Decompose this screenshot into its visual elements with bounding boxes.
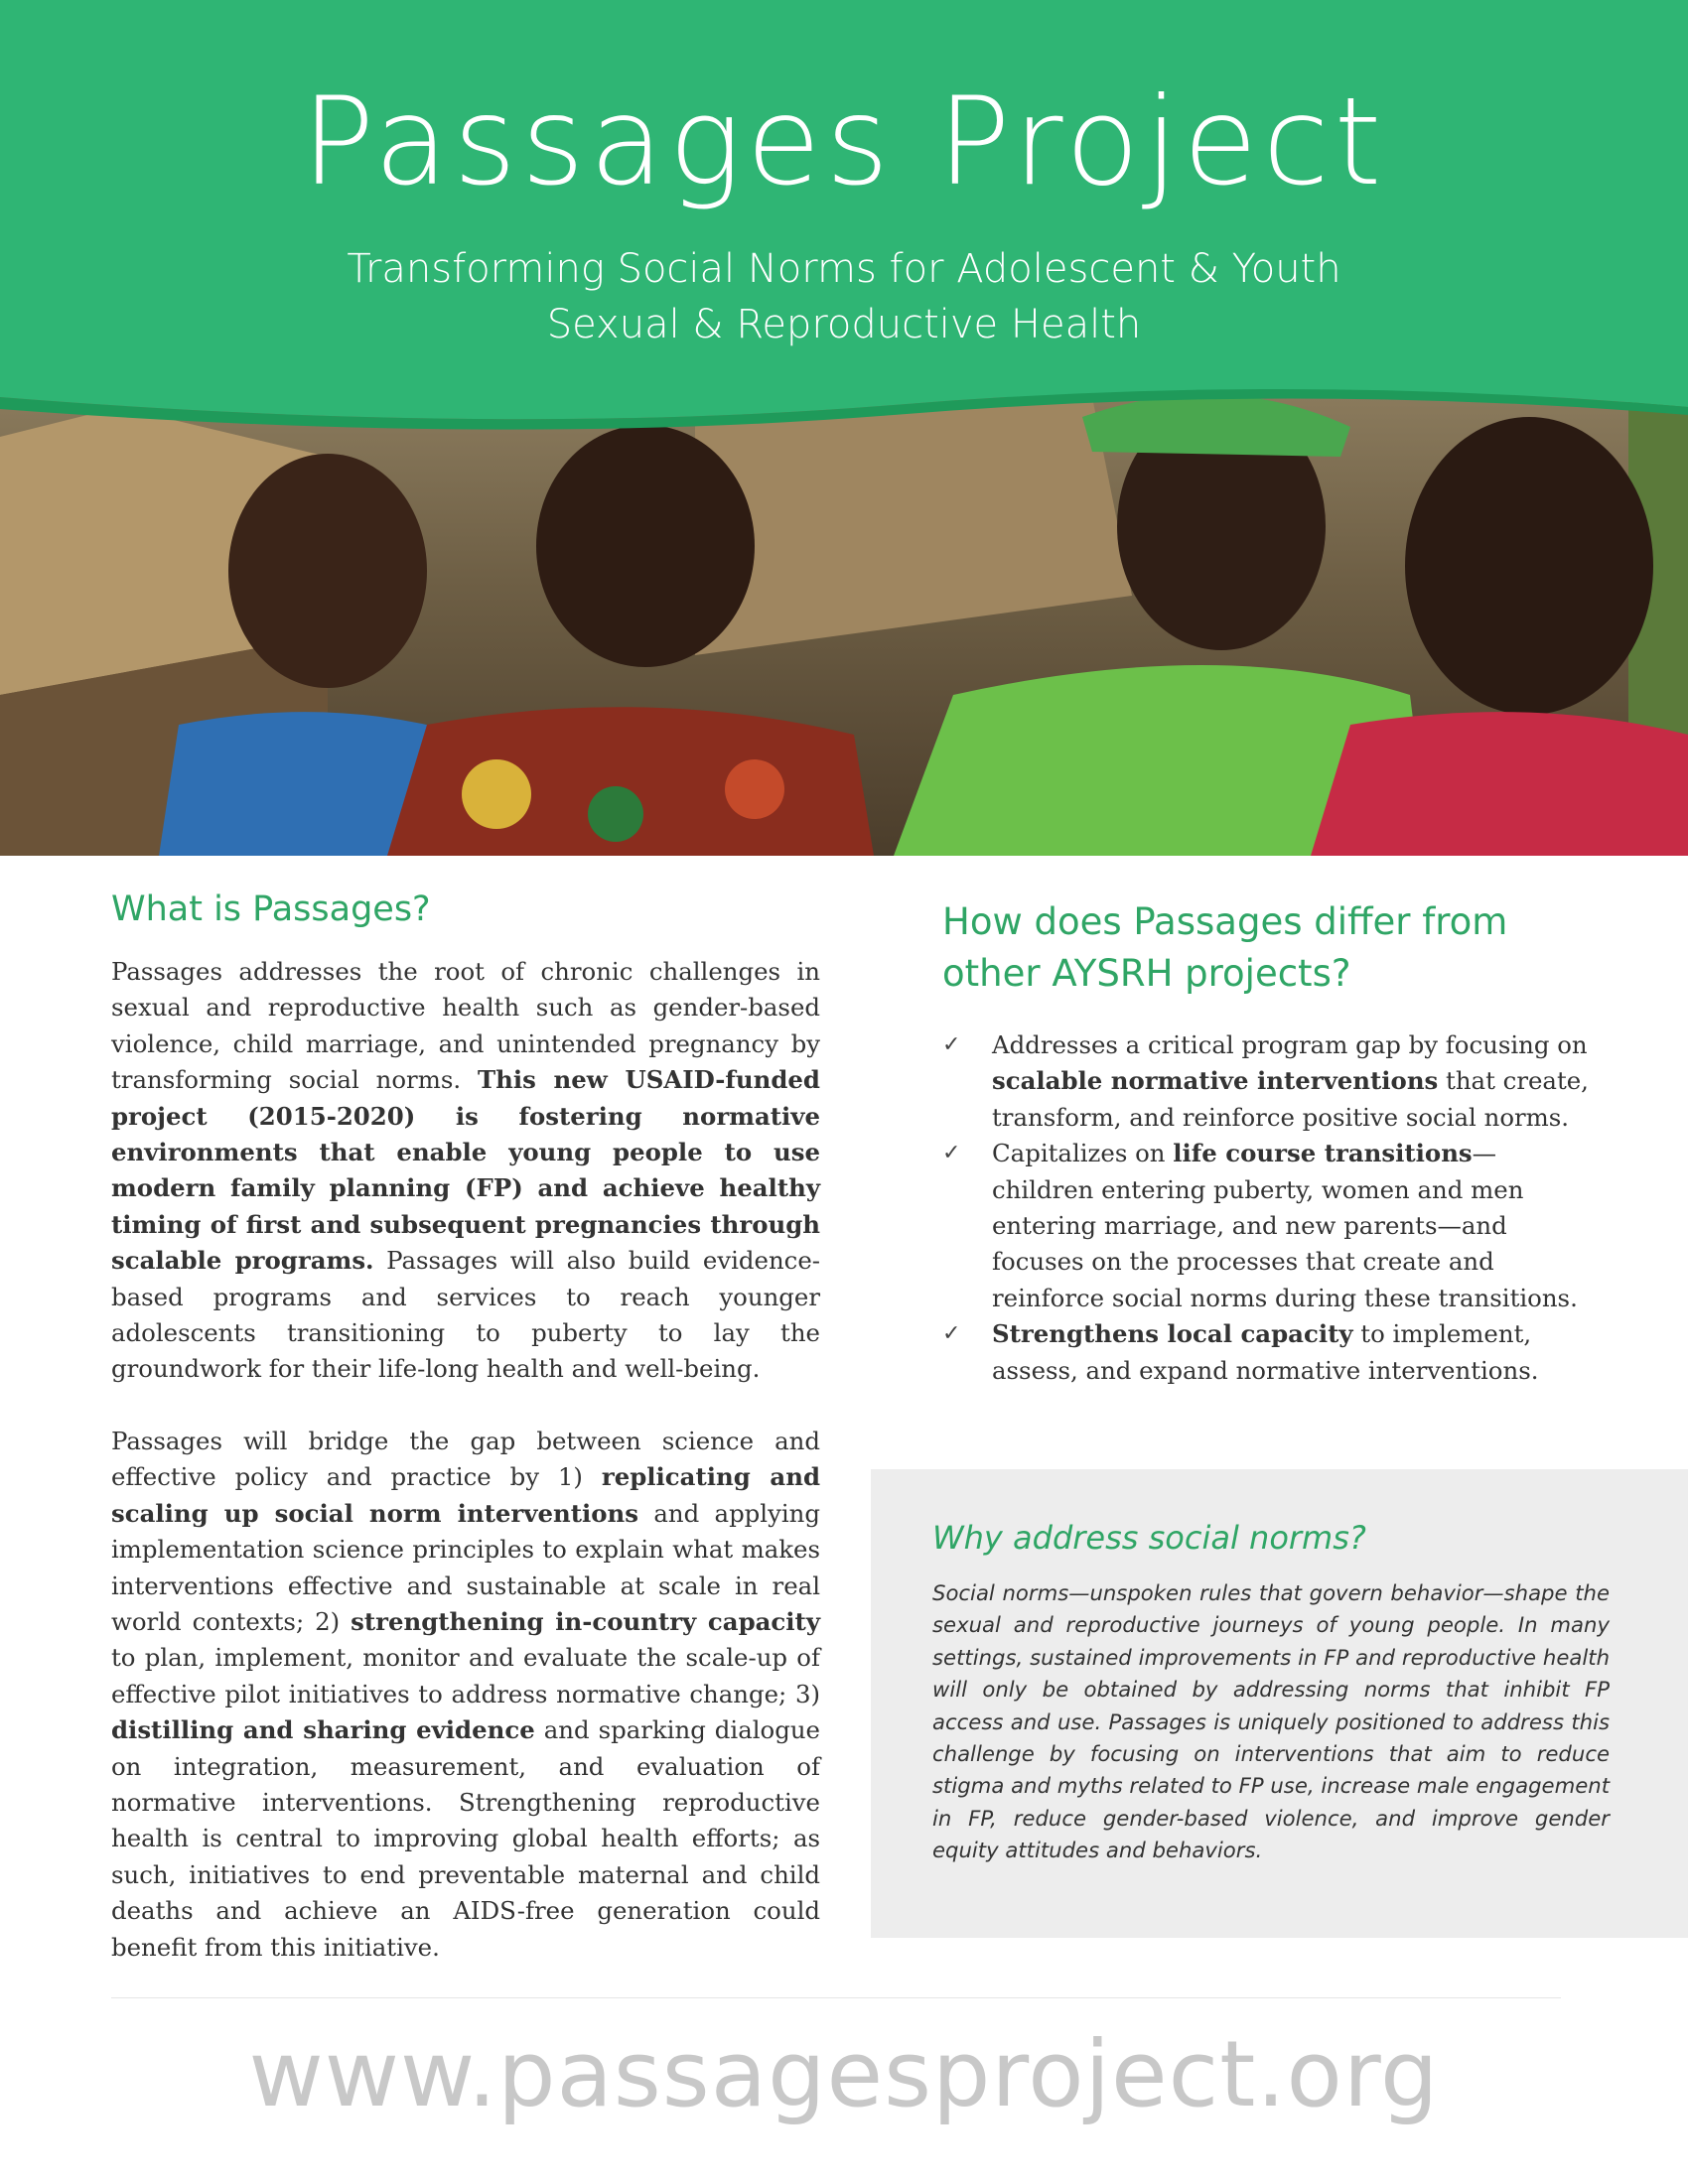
what-is-passages-heading: What is Passages? <box>111 889 431 929</box>
why-social-norms-body: Social norms—unspoken rules that govern behavior—shape the sexual and reproductive journeys of young people. In many settings, sustained improvements in FP and reproductive health will only be obtained by addressing norms that inhibit FP access and use. Passages is uniquely positioned to address this challenge by focusing on interventions that aim to reduce stigma and myths related to FP use, increase male engagement in FP, reduce gender-based violence, and improve gender equity attitudes and behaviors. <box>932 1580 1610 1863</box>
what-p2-bold-f: distilling and sharing evidence <box>111 1715 535 1745</box>
what-p2-bold-b: replicating and scaling up social norm interventions <box>111 1462 820 1528</box>
what-p1-text-a: Passages addresses the root of chronic challenges in sexual and reproductive health such as gender-based violence, child marriage, and unintended pregnancy by transforming social norms. <box>111 957 820 1095</box>
header-banner <box>0 0 1688 427</box>
what-p1-bold: This new USAID-funded project (2015-2020) is fostering normative environments that enable young people to use modern family planning (FP) and achieve healthy timing of first and subsequent pregnancies through scalable programs. <box>111 1065 820 1276</box>
differ-list <box>942 1027 1598 1389</box>
banner-wave <box>0 377 1688 447</box>
item-bold: scalable normative interventions <box>992 1066 1439 1096</box>
list-item <box>942 1027 1598 1136</box>
what-p2-text-g: and sparking dialogue on integration, measurement, and evaluation of normative interventions. Strengthening reproductive health is central to improving global health efforts; as such, initiatives to end preventable maternal and child deaths and achieve an AIDS-free generation could benefit from this initiative. <box>111 1715 820 1962</box>
subtitle-line-2: Sexual & Reproductive Health <box>546 302 1142 347</box>
what-p2-bold-d: strengthening in-country capacity <box>351 1606 820 1636</box>
what-is-passages-section <box>111 887 820 1966</box>
check-icon: ✓ <box>942 1321 961 1347</box>
what-p2-text-e: to plan, implement, monitor and evaluate the scale-up of effective pilot initiatives to address normative change; 3) <box>111 1643 820 1708</box>
item-bold: life course transitions <box>1173 1139 1473 1168</box>
group-photo-image <box>0 397 1688 856</box>
item-text-c: —children entering puberty, women and men entering marriage, and new parents—and focuses on the processes that create and reinforce social norms during these transitions. <box>992 1139 1578 1312</box>
what-paragraph-2 <box>111 1424 820 1966</box>
item-text-a: Capitalizes on <box>992 1139 1174 1168</box>
page-title: Passages Project <box>301 71 1387 212</box>
list-item <box>942 1316 1598 1389</box>
photo-illustration <box>0 397 1688 856</box>
why-social-norms-heading: Why address social norms? <box>932 1519 1366 1557</box>
footer-url[interactable]: www.passagesproject.org <box>248 2021 1440 2127</box>
what-p2-text-c: and applying implementation science principles to explain what makes interventions effective and sustainable at scale in real world contexts; 2) <box>111 1498 820 1636</box>
subtitle-line-1: Transforming Social Norms for Adolescent & Youth <box>347 246 1341 292</box>
what-paragraph-1 <box>111 954 820 1388</box>
why-social-norms-box <box>871 1469 1688 1938</box>
list-item <box>942 1136 1598 1316</box>
item-text-c: to implement, assess, and expand normative interventions. <box>992 1319 1539 1385</box>
footer-divider <box>111 1997 1561 1998</box>
item-text-c: that create, transform, and reinforce positive social norms. <box>992 1066 1589 1132</box>
how-differ-heading: How does Passages differ from other AYSRH projects? <box>942 900 1508 995</box>
check-icon: ✓ <box>942 1141 961 1166</box>
what-p2-text-a: Passages will bridge the gap between science and effective policy and practice by 1) <box>111 1426 820 1492</box>
item-bold: Strengthens local capacity <box>992 1319 1353 1349</box>
check-icon: ✓ <box>942 1032 961 1057</box>
item-text-a: Addresses a critical program gap by focusing on <box>992 1030 1588 1059</box>
how-differ-section <box>942 896 1598 1389</box>
page-subtitle <box>0 241 1688 352</box>
what-p1-text-c: Passages will also build evidence-based programs and services to reach younger adolescents transitioning to puberty to lay the groundwork for their life-long health and well-being. <box>111 1246 820 1384</box>
